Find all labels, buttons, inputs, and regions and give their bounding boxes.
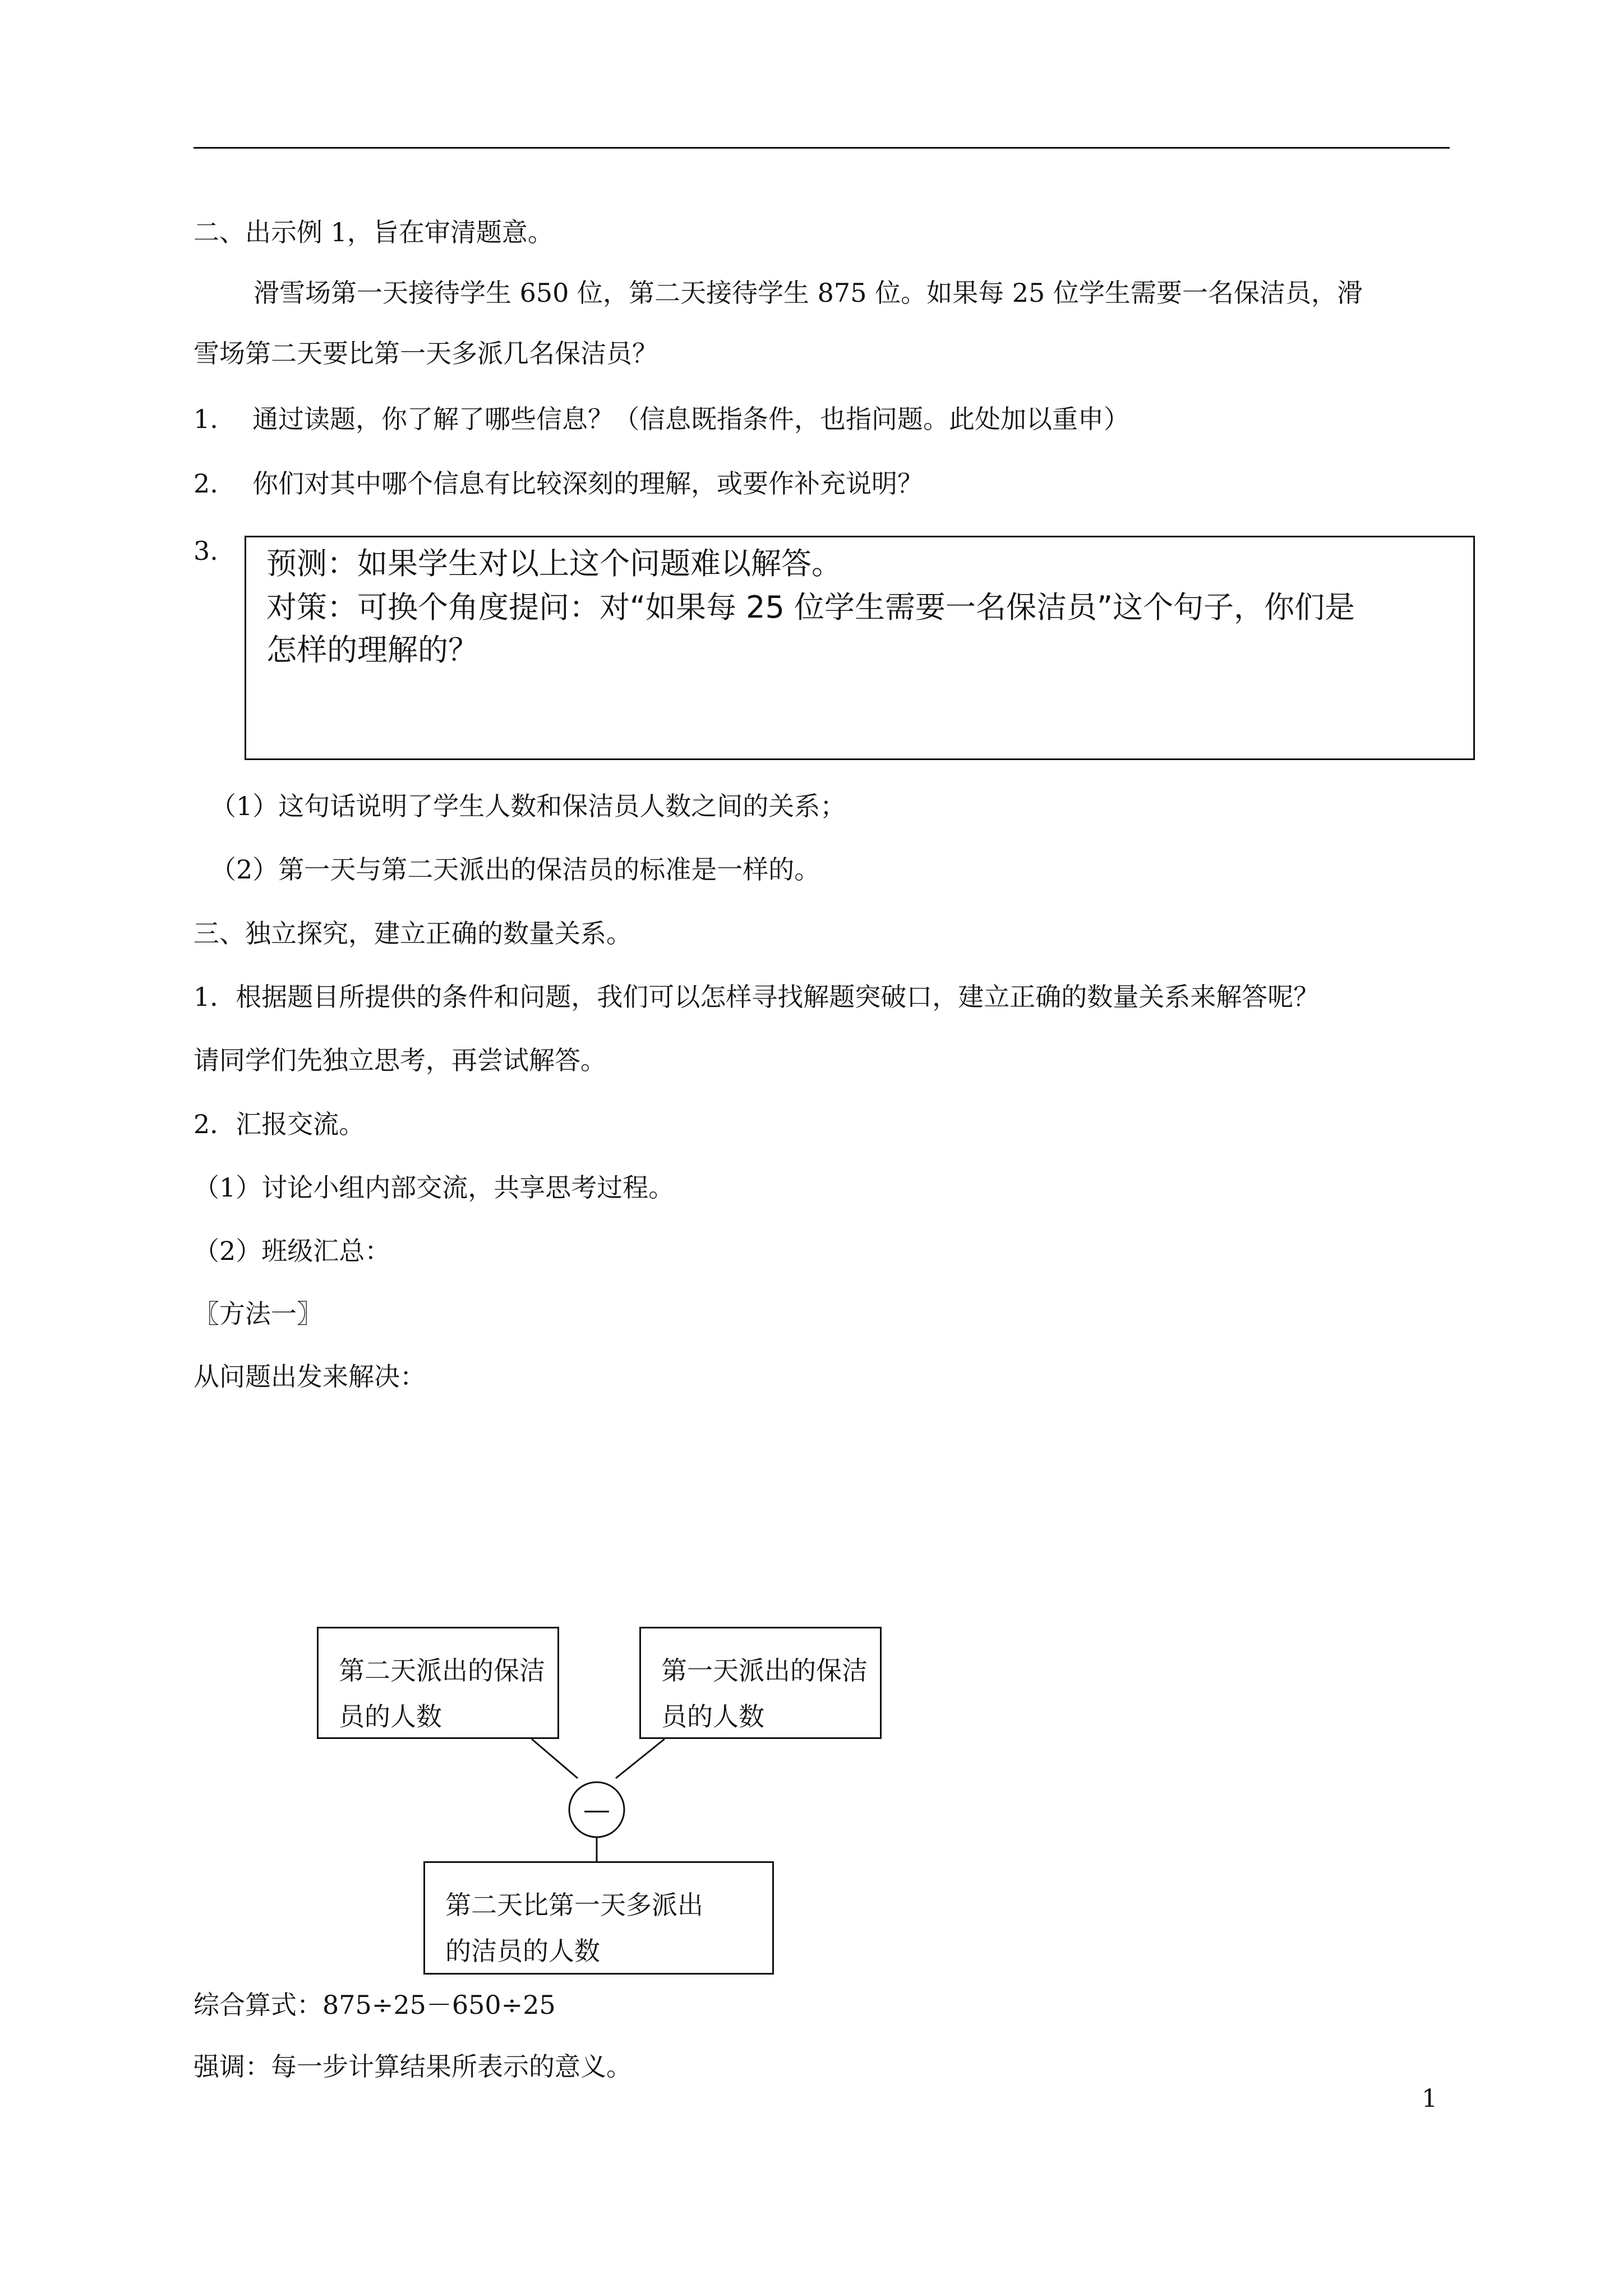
note-prediction: 预测：如果学生对以上这个问题难以解答。 [266,546,842,581]
problem-text-line-1: 滑雪场第一天接待学生 650 位，第二天接待学生 875 位。如果每 25 位学生需要一名保洁员，滑 [253,278,1363,308]
diagram-box-second-day-text: 第二天派出的保洁员的人数 [339,1655,545,1732]
step-2-sub-1: （1）讨论小组内部交流，共享思考过程。 [193,1172,675,1203]
item-1-number: 1. [193,404,218,434]
minus-operator: — [583,1794,610,1825]
section-2-heading: 二、出示例 1，旨在审清题意。 [193,217,554,247]
problem-text-line-2: 雪场第二天要比第一天多派几名保洁员？ [193,338,658,369]
diagram-box-first-day [639,1627,882,1739]
connector-right [616,1739,665,1778]
section-3-heading: 三、独立探究，建立正确的数量关系。 [193,918,632,949]
diagram-box-second-day [317,1627,559,1739]
diagram-box-first-day-text: 第一天派出的保洁员的人数 [661,1655,868,1732]
item-2-number: 2. [193,468,218,499]
method-one-intro: 从问题出发来解决： [193,1361,426,1392]
item-2-text: 你们对其中哪个信息有比较深刻的理解，或要作补充说明？ [252,468,923,499]
item-1-text: 通过读题，你了解了哪些信息？（信息既指条件，也指问题。此处加以重申） [252,404,1129,434]
step-1-text-continued: 请同学们先独立思考，再尝试解答。 [193,1045,606,1075]
explanation-2: （2）第一天与第二天派出的保洁员的标准是一样的。 [210,854,820,885]
diagram-box-result [423,1861,774,1975]
emphasis-note: 强调：每一步计算结果所表示的意义。 [193,2051,632,2082]
note-strategy: 对策：可换个角度提问：对“如果每 25 位学生需要一名保洁员”这个句子，你们是 [266,590,1355,625]
page-number: 1 [1422,2085,1437,2113]
explanation-1: （1）这句话说明了学生人数和保洁员人数之间的关系； [210,791,846,821]
step-1-text: 1．根据题目所提供的条件和问题，我们可以怎样寻找解题突破口，建立正确的数量关系来解答呢？ [193,982,1320,1012]
combined-formula: 综合算式：875÷25－650÷25 [193,1990,556,2020]
item-3-number: 3. [193,536,218,566]
connector-left [532,1739,578,1778]
note-strategy-continued: 怎样的理解的？ [266,632,478,668]
step-2-text: 2．汇报交流。 [193,1109,365,1139]
method-one-label: 〖方法一〗 [193,1299,322,1329]
diagram-box-result-text: 第二天比第一天多派出的洁员的人数 [445,1890,703,1966]
step-2-sub-2: （2）班级汇总： [193,1236,391,1266]
